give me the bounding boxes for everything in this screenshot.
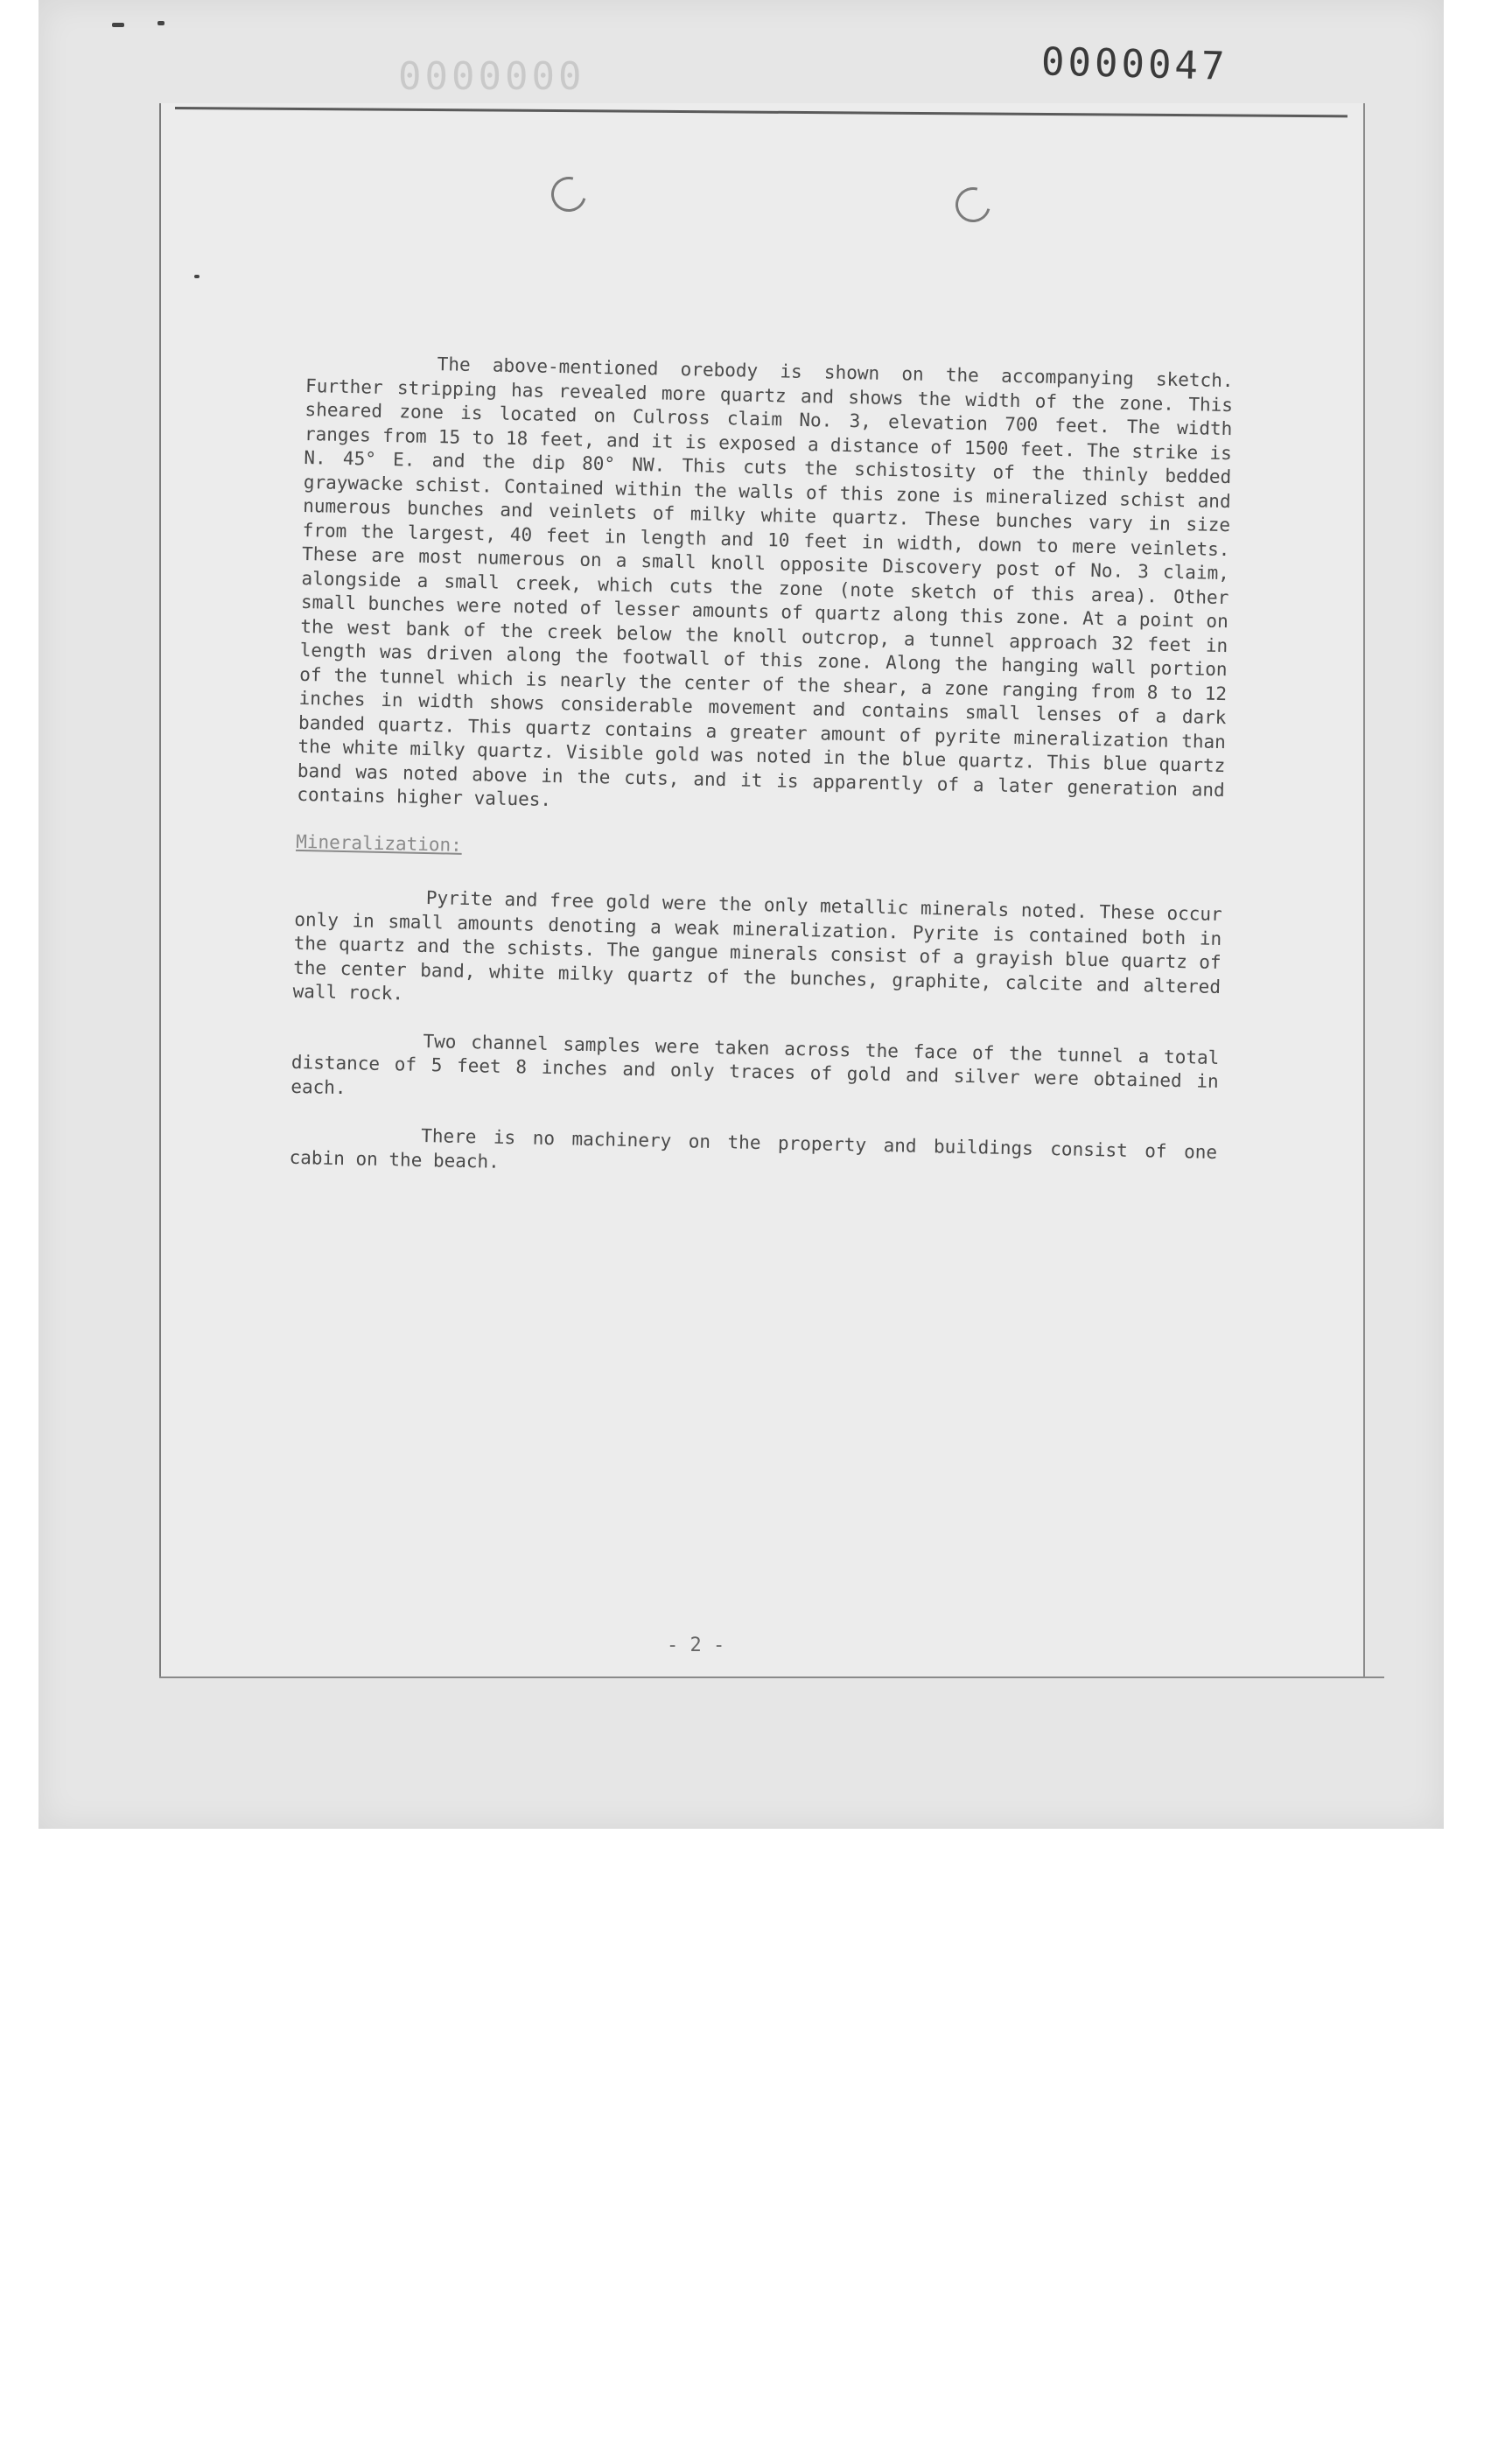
- document-number: 0000047: [1040, 39, 1229, 89]
- body-paragraph: Two channel samples were taken across the face of the tunnel a total distance of 5 feet 8 inches and only traces of gold and silver were obtained in each.: [290, 1030, 1220, 1098]
- page-number: - 2 -: [667, 1634, 725, 1656]
- section-heading: Mineralization:: [295, 830, 463, 856]
- scan-speck: [158, 21, 164, 25]
- document-body: [289, 350, 1233, 1189]
- body-paragraph: There is no machinery on the property and buildings consist of one cabin on the beach.: [289, 1124, 1218, 1172]
- body-paragraph: Pyrite and free gold were the only metallic minerals noted. These occur only in small amounts denoting a weak mineralization. Pyrite is contained both in the quartz and the schists. The gangue minerals consist of a grayish blue quartz of the center band, white milky quartz of the bunches, graphite, calcite and altered wall rock.: [292, 887, 1222, 1004]
- body-paragraph: The above-mentioned orebody is shown on the accompanying sketch. Further stripping has revealed more quartz and shows the width of the zone. This sheared zone is located on Culross claim No. 3, elevation 700 feet. The width ranges from 15 to 18 feet, and it is exposed a distance of 1500 feet. The strike is N. 45° E. and the dip 80° NW. This cuts the schistosity of the thinly bedded graywacke schist. Contained within the walls of this zone is mineralized schist and numerous bunches and veinlets of milky white quartz. These bunches vary in size from the largest, 40 feet in length and 10 feet in width, down to mere veinlets. These are most numerous on a small knoll opposite Discovery post of No. 3 claim, alongside a small creek, which cuts the zone (note sketch of this area). Other small bunches were noted of lesser amounts of quartz along this zone. At a point on the west bank of the creek below the knoll outcrop, a tunnel approach 32 feet in length was driven along the footwall of this zone. Along the hanging wall portion of the tunnel which is nearly the center of the shear, a zone ranging from 8 to 12 inches in width shows considerable movement and contains small lenses of a dark banded quartz. This quartz contains a greater amount of pyrite mineralization than the white milky quartz. Visible gold was noted in the blue quartz. This blue quartz band was noted above in the cuts, and it is apparently of a later generation and contains higher values.: [297, 354, 1234, 810]
- scan-speck: [194, 275, 200, 278]
- faint-document-number: 0000000: [398, 54, 585, 99]
- scan-speck: [112, 23, 124, 27]
- bottom-rule: [159, 1676, 1384, 1678]
